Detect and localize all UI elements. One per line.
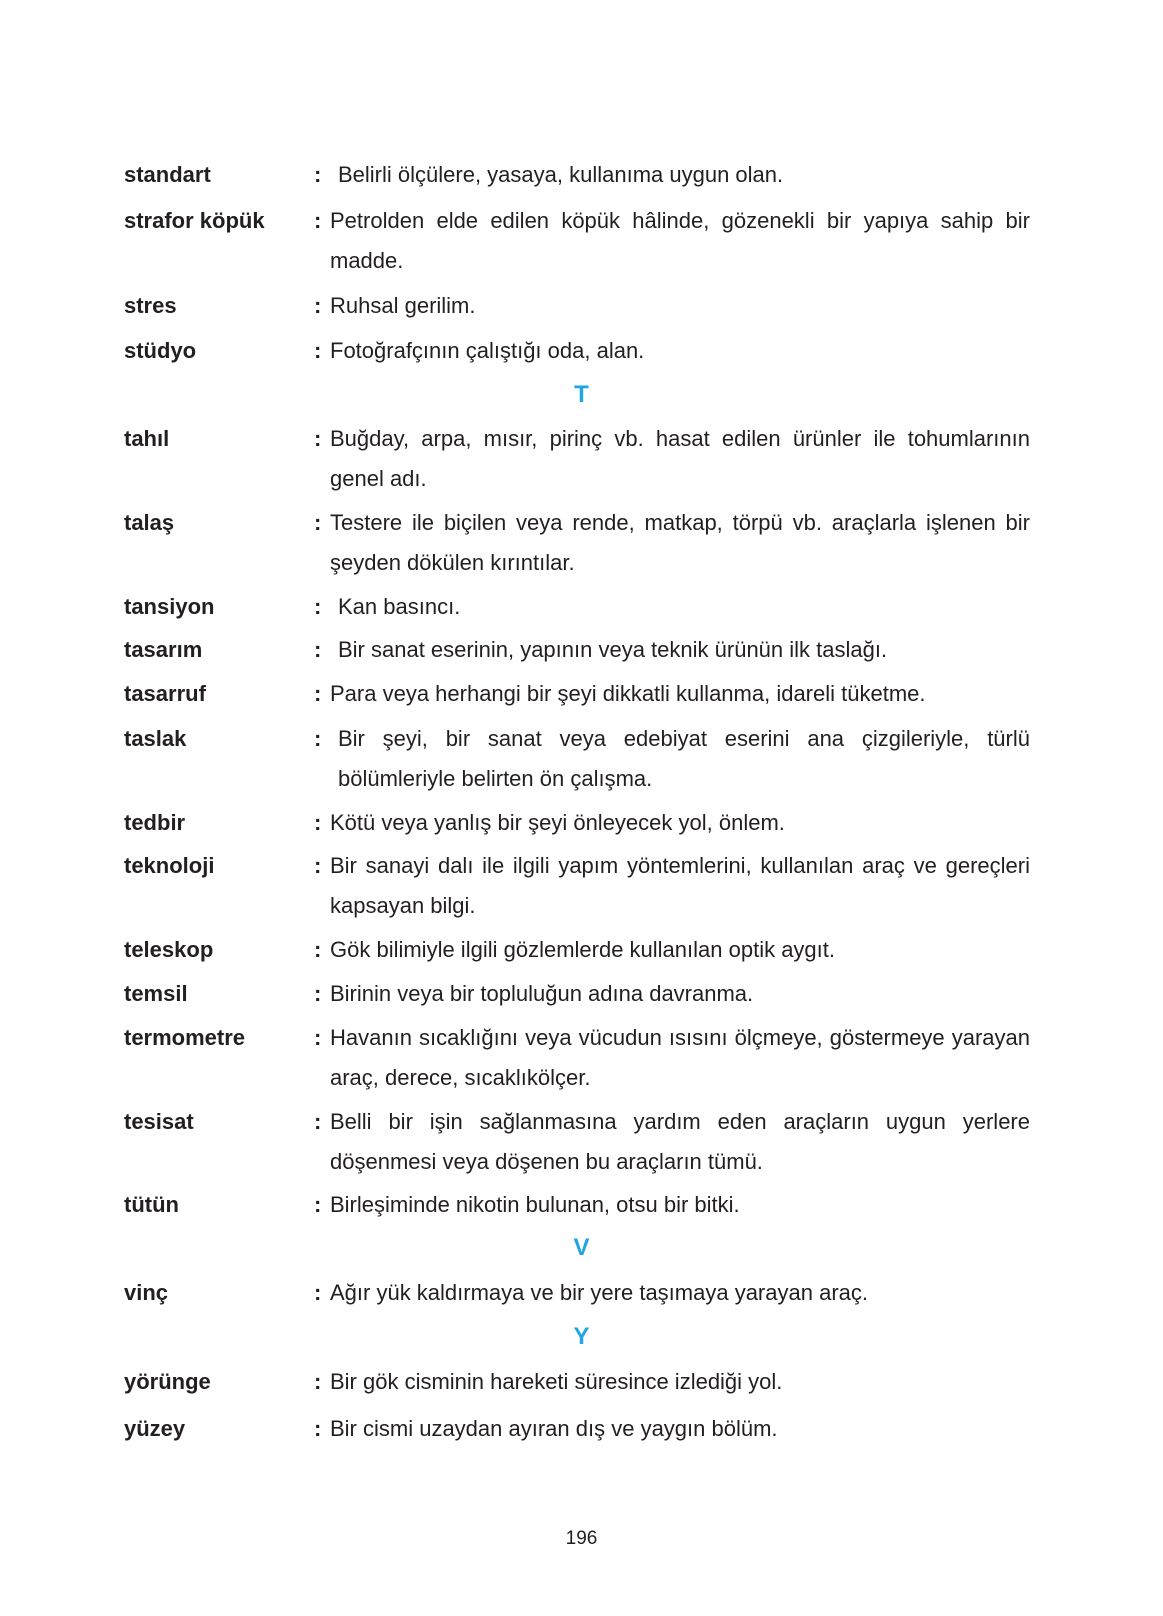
entry-colon: : <box>314 681 322 706</box>
entry-definition: Belli bir işin sağlanmasına yardım eden araçların uygun yerlere döşenmesi veya döşenen bu araçların tümü. <box>330 1109 1030 1174</box>
entry-colon: : <box>314 1192 322 1217</box>
entry-colon: : <box>314 637 322 662</box>
entry-definition: Buğday, arpa, mısır, pirinç vb. hasat edilen ürünler ile tohumlarının genel adı. <box>330 426 1030 491</box>
entry-colon: : <box>314 594 322 619</box>
entry-colon: : <box>314 162 322 187</box>
entry-definition: Bir cismi uzaydan ayıran dış ve yaygın bölüm. <box>330 1416 778 1441</box>
entry-colon: : <box>314 208 322 233</box>
entry-term: tesisat <box>124 1109 194 1134</box>
entry-definition: Testere ile biçilen veya rende, matkap, törpü vb. araçlarla işlenen bir şeyden dökülen kırıntılar. <box>330 510 1030 575</box>
entry-term: strafor köpük <box>124 208 265 233</box>
entry-definition: Bir gök cisminin hareketi süresince izlediği yol. <box>330 1369 783 1394</box>
entry-term: termometre <box>124 1025 246 1050</box>
entry-definition: Bir sanat eserinin, yapının veya teknik ürünün ilk taslağı. <box>338 637 888 662</box>
entry-definition: Birinin veya bir topluluğun adına davranma. <box>330 981 754 1006</box>
entry-definition: Bir sanayi dalı ile ilgili yapım yöntemlerini, kullanılan araç ve gereçleri kapsayan bilgi. <box>330 853 1030 918</box>
entry-colon: : <box>314 338 322 363</box>
entry-term: taslak <box>124 726 187 751</box>
entry-definition: Ruhsal gerilim. <box>330 293 476 318</box>
entry-colon: : <box>314 1280 322 1305</box>
entry-definition: Petrolden elde edilen köpük hâlinde, gözenekli bir yapıya sahip bir madde. <box>330 208 1030 273</box>
entry-definition: Belirli ölçülere, yasaya, kullanıma uygun olan. <box>338 162 784 187</box>
entry-term: yüzey <box>124 1416 186 1441</box>
entry-definition: Birleşiminde nikotin bulunan, otsu bir bitki. <box>330 1192 740 1217</box>
entry-term: yörünge <box>124 1369 211 1394</box>
entry-term: tansiyon <box>124 594 215 619</box>
entry-colon: : <box>314 1109 322 1134</box>
entry-term: teknoloji <box>124 853 215 878</box>
entry-colon: : <box>314 937 322 962</box>
entry-colon: : <box>314 1025 322 1050</box>
entry-term: stres <box>124 293 177 318</box>
entry-definition: Ağır yük kaldırmaya ve bir yere taşımaya yarayan araç. <box>330 1280 868 1305</box>
entry-colon: : <box>314 510 322 535</box>
entry-term: talaş <box>124 510 175 535</box>
section-letter-v: V <box>573 1234 590 1261</box>
entry-term: tedbir <box>124 810 186 835</box>
entry-colon: : <box>314 1416 322 1441</box>
page-number: 196 <box>565 1528 598 1549</box>
entry-term: vinç <box>124 1280 169 1305</box>
entry-definition: Kötü veya yanlış bir şeyi önleyecek yol, önlem. <box>330 810 785 835</box>
entry-definition: Bir şeyi, bir sanat veya edebiyat eserini ana çizgileriyle, türlü bölümleriyle belirten ön çalışma. <box>338 726 1030 791</box>
entry-term: tasarım <box>124 637 203 662</box>
entry-term: stüdyo <box>124 338 197 363</box>
entry-term: standart <box>124 162 211 187</box>
entry-colon: : <box>314 981 322 1006</box>
entry-definition: Kan basıncı. <box>338 594 461 619</box>
entry-colon: : <box>314 426 322 451</box>
entry-colon: : <box>314 853 322 878</box>
section-letter-y: Y <box>573 1323 590 1350</box>
section-letter-t: T <box>574 381 589 408</box>
entry-colon: : <box>314 293 322 318</box>
entry-colon: : <box>314 810 322 835</box>
entry-definition: Para veya herhangi bir şeyi dikkatli kullanma, idareli tüketme. <box>330 681 926 706</box>
entry-term: temsil <box>124 981 188 1006</box>
entry-term: teleskop <box>124 937 214 962</box>
entry-colon: : <box>314 726 322 751</box>
entry-term: tahıl <box>124 426 170 451</box>
entry-term: tütün <box>124 1192 179 1217</box>
entry-definition: Havanın sıcaklığını veya vücudun ısısını ölçmeye, göstermeye yarayan araç, derece, sıcaklıkölçer. <box>330 1025 1030 1090</box>
entry-term: tasarruf <box>124 681 206 706</box>
entry-colon: : <box>314 1369 322 1394</box>
entry-definition: Gök bilimiyle ilgili gözlemlerde kullanılan optik aygıt. <box>330 937 836 962</box>
entry-definition: Fotoğrafçının çalıştığı oda, alan. <box>330 338 645 363</box>
